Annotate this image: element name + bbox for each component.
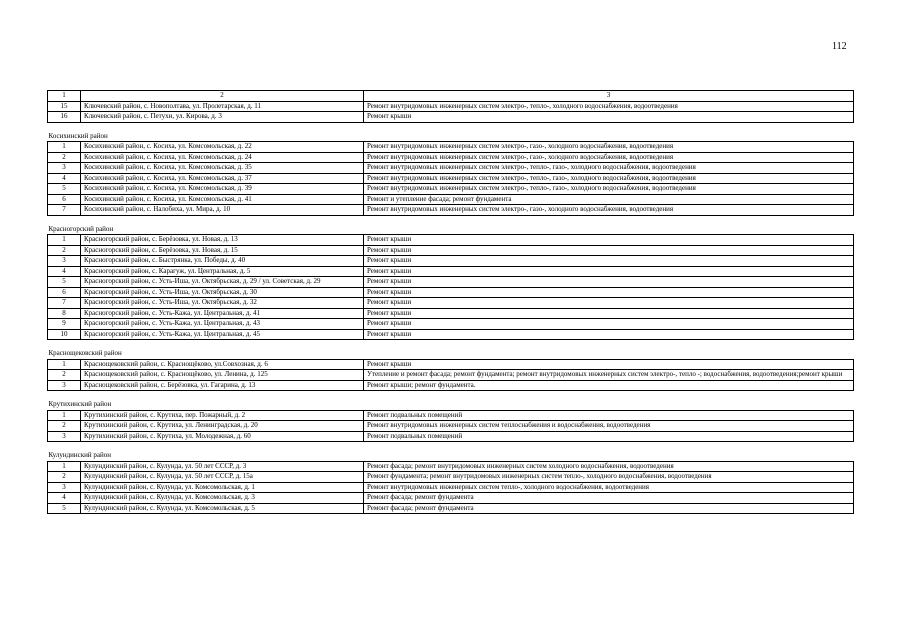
table-row [48, 410, 854, 421]
row-number: 5 [48, 277, 81, 288]
row-number: 1 [48, 410, 81, 421]
table-row [48, 370, 854, 381]
table-row [48, 163, 854, 174]
work-type-cell: Ремонт крыши [364, 298, 854, 309]
row-number: 3 [48, 482, 81, 493]
table-row [48, 101, 854, 112]
work-type-cell: Ремонт внутридомовых инженерных систем электро-, газо-, холодного водоснабжения, водоотведения [364, 205, 854, 216]
address-cell: Красногорский район, с. Усть-Кажа, ул. Центральная, д. 43 [81, 319, 364, 330]
district-heading: Краснощековский район [48, 349, 122, 357]
table-row [48, 235, 854, 246]
address-cell: Красногорский район, с. Усть-Кажа, ул. Центральная, д. 41 [81, 308, 364, 319]
row-number: 2 [48, 370, 81, 381]
table-row [48, 493, 854, 504]
address-cell: Красногорский район, с. Быстрянка, ул. Победы, д. 40 [81, 256, 364, 267]
row-number: 1 [48, 461, 81, 472]
table-row [48, 256, 854, 267]
address-cell: Красногорский район, с. Берёзовка, ул. Новая, д. 13 [81, 235, 364, 246]
work-type-cell: Ремонт крыши [364, 235, 854, 246]
row-number: 3 [48, 380, 81, 391]
table-row [48, 308, 854, 319]
address-cell: Косихинский район, с. Косиха, ул. Комсомольская, д. 35 [81, 163, 364, 174]
row-number: 10 [48, 329, 81, 340]
table-row [48, 461, 854, 472]
work-type-cell: Ремонт фасада; ремонт внутридомовых инженерных систем холодного водоснабжения, водоотведения [364, 461, 854, 472]
work-type-cell: Ремонт крыши [364, 308, 854, 319]
work-type-cell: Ремонт крыши [364, 359, 854, 370]
work-type-cell: Ремонт фасада; ремонт фундамента [364, 503, 854, 514]
district-section-row [48, 442, 854, 462]
work-type-cell: Ремонт внутридомовых инженерных систем тепло-, холодного водоснабжения, водоотведения [364, 482, 854, 493]
address-cell: Косихинский район, с. Налобиха, ул. Мира, д. 10 [81, 205, 364, 216]
row-number: 4 [48, 493, 81, 504]
row-number: 1 [48, 142, 81, 153]
address-cell: Косихинский район, с. Косиха, ул. Комсомольская, д. 37 [81, 173, 364, 184]
address-cell: Красногорский район, с. Усть-Иша, ул. Октябрьская, д. 30 [81, 287, 364, 298]
address-cell: Красногорский район, с. Усть-Иша, ул. Октябрьская, д. 29 / ул. Советская, д. 29 [81, 277, 364, 288]
work-type-cell: Ремонт крыши [364, 319, 854, 330]
address-cell: Косихинский район, с. Косиха, ул. Комсомольская, д. 39 [81, 184, 364, 195]
address-cell: Косихинский район, с. Косиха, ул. Комсомольская, д. 41 [81, 194, 364, 205]
page-number: 112 [832, 41, 847, 52]
address-cell: Краснощековский район, с. Краснощёково, ул.Совхозная, д. 6 [81, 359, 364, 370]
district-heading: Красногорский район [48, 224, 114, 233]
address-cell: Кулундинский район, с. Кулунда, ул. Комсомольская, д. 1 [81, 482, 364, 493]
row-number: 9 [48, 319, 81, 330]
address-cell: Кулундинский район, с. Кулунда, ул. 50 лет СССР, д. 15а [81, 472, 364, 483]
address-cell: Красногорский район, с. Усть-Кажа, ул. Центральная, д. 45 [81, 329, 364, 340]
work-type-cell: Ремонт внутридомовых инженерных систем электро-, газо-, холодного водоснабжения, водоотведения [364, 142, 854, 153]
address-cell: Красногорский район, с. Усть-Иша, ул. Октябрьская, д. 32 [81, 298, 364, 309]
table-row [48, 112, 854, 123]
row-number: 7 [48, 298, 81, 309]
row-number: 4 [48, 266, 81, 277]
row-number: 6 [48, 194, 81, 205]
work-type-cell: Ремонт внутридомовых инженерных систем электро-, тепло-, холодного водоснабжения, водоотведения [364, 101, 854, 112]
work-type-cell: Ремонт крыши; ремонт фундамента. [364, 380, 854, 391]
work-type-cell: Ремонт внутридомовых инженерных систем электро-, тепло-, газо-, холодного водоснабжения, водоотведения [364, 163, 854, 174]
row-number: 2 [48, 421, 81, 432]
district-section-row [48, 122, 854, 142]
column-header: 3 [364, 91, 854, 102]
work-type-cell: Ремонт внутридомовых инженерных систем электро-, тепло-, газо-, холодного водоснабжения, водоотведения [364, 173, 854, 184]
address-cell: Косихинский район, с. Косиха, ул. Комсомольская, д. 24 [81, 152, 364, 163]
row-number: 15 [48, 101, 81, 112]
address-cell: Кулундинский район, с. Кулунда, ул. 50 лет СССР, д. 3 [81, 461, 364, 472]
table-body [48, 91, 854, 514]
work-type-cell: Ремонт внутридомовых инженерных систем электро-, газо-, холодного водоснабжения, водоотведения [364, 152, 854, 163]
work-type-cell: Ремонт подвальных помещений [364, 410, 854, 421]
work-type-cell: Ремонт крыши [364, 256, 854, 267]
work-type-cell: Ремонт крыши [364, 287, 854, 298]
row-number: 16 [48, 112, 81, 123]
district-heading: Косихинский район [48, 131, 108, 140]
table-row [48, 359, 854, 370]
row-number: 3 [48, 256, 81, 267]
district-section-row [48, 340, 854, 360]
table-row [48, 173, 854, 184]
row-number: 5 [48, 184, 81, 195]
row-number: 1 [48, 235, 81, 246]
table-row [48, 245, 854, 256]
row-number: 3 [48, 163, 81, 174]
work-type-cell: Ремонт внутридомовых инженерных систем электро-, тепло-, газо-, холодного водоснабжения, водоотведения [364, 184, 854, 195]
table-header-row [48, 91, 854, 102]
table-row [48, 142, 854, 153]
address-cell: Крутихинский район, с. Крутиха, пер. Пожарный, д. 2 [81, 410, 364, 421]
table-row [48, 431, 854, 442]
address-cell: Ключевский район, с. Петухи, ул. Кирова, д. 3 [81, 112, 364, 123]
row-number: 4 [48, 173, 81, 184]
row-number: 7 [48, 205, 81, 216]
address-cell: Краснощековский район, с. Берёзовка, ул. Гагарина, д. 13 [81, 380, 364, 391]
district-section-row [48, 215, 854, 235]
repair-list-table [47, 90, 854, 514]
column-header: 2 [81, 91, 364, 102]
table-row [48, 380, 854, 391]
address-cell: Кулундинский район, с. Кулунда, ул. Комсомольская, д. 3 [81, 493, 364, 504]
table-row [48, 298, 854, 309]
row-number: 3 [48, 431, 81, 442]
district-heading: Кулундинский район [48, 451, 111, 459]
table-row [48, 266, 854, 277]
table-row [48, 277, 854, 288]
table-row [48, 205, 854, 216]
row-number: 2 [48, 152, 81, 163]
table-row [48, 194, 854, 205]
work-type-cell: Ремонт крыши [364, 329, 854, 340]
address-cell: Крутихинский район, с. Крутиха, ул. Молодежная, д. 60 [81, 431, 364, 442]
row-number: 6 [48, 287, 81, 298]
address-cell: Ключевский район, с. Новополтава, ул. Пролетарская, д. 11 [81, 101, 364, 112]
table-row [48, 482, 854, 493]
table-row [48, 421, 854, 432]
row-number: 8 [48, 308, 81, 319]
work-type-cell: Ремонт подвальных помещений [364, 431, 854, 442]
table-row [48, 319, 854, 330]
table-row [48, 503, 854, 514]
address-cell: Кулундинский район, с. Кулунда, ул. Комсомольская, д. 5 [81, 503, 364, 514]
table-row [48, 287, 854, 298]
address-cell: Косихинский район, с. Косиха, ул. Комсомольская, д. 22 [81, 142, 364, 153]
work-type-cell: Ремонт внутридомовых инженерных систем теплоснабжения и водоснабжения, водоотведения [364, 421, 854, 432]
address-cell: Красногорский район, с. Карагуж, ул. Центральная, д. 5 [81, 266, 364, 277]
work-type-cell: Ремонт фасада; ремонт фундамента [364, 493, 854, 504]
work-type-cell: Ремонт крыши [364, 245, 854, 256]
table-row [48, 329, 854, 340]
work-type-cell: Утепление и ремонт фасада; ремонт фундамента; ремонт внутридомовых инженерных систем электро-, тепло -; водоснабжения, водоотведения;ремонт крыши [364, 370, 854, 381]
work-type-cell: Ремонт крыши [364, 266, 854, 277]
work-type-cell: Ремонт и утепление фасада; ремонт фундамента [364, 194, 854, 205]
work-type-cell: Ремонт фундамента; ремонт внутридомовых инженерных систем тепло-, холодного водоснабжения, водоотведения [364, 472, 854, 483]
row-number: 2 [48, 245, 81, 256]
work-type-cell: Ремонт крыши [364, 112, 854, 123]
address-cell: Красногорский район, с. Берёзовка, ул. Новая, д. 15 [81, 245, 364, 256]
row-number: 2 [48, 472, 81, 483]
row-number: 1 [48, 359, 81, 370]
address-cell: Краснощековский район, с. Краснощёково, ул. Ленина, д. 125 [81, 370, 364, 381]
address-cell: Крутихинский район, с. Крутиха, ул. Ленинградская, д. 20 [81, 421, 364, 432]
column-header: 1 [48, 91, 81, 102]
table-row [48, 184, 854, 195]
table-row [48, 152, 854, 163]
district-section-row [48, 391, 854, 411]
table-row [48, 472, 854, 483]
row-number: 5 [48, 503, 81, 514]
district-heading: Крутихинский район [48, 400, 112, 408]
work-type-cell: Ремонт крыши [364, 277, 854, 288]
